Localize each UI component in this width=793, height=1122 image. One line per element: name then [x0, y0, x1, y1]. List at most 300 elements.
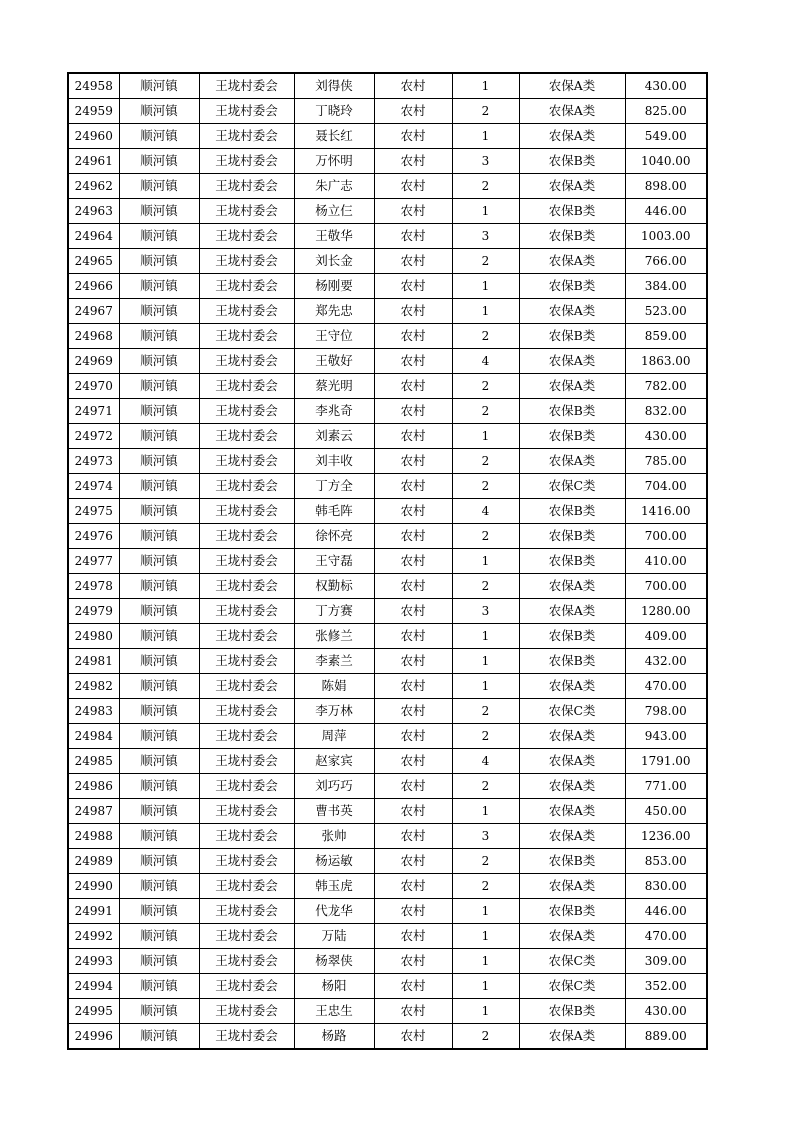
- town-cell: 顺河镇: [119, 424, 199, 449]
- serial-number-cell: 24982: [68, 674, 119, 699]
- village-committee-cell: 王垅村委会: [199, 549, 294, 574]
- name-cell: 张修兰: [294, 624, 374, 649]
- village-committee-cell: 王垅村委会: [199, 174, 294, 199]
- household-type-cell: 农村: [374, 224, 452, 249]
- serial-number-cell: 24964: [68, 224, 119, 249]
- amount-cell: 309.00: [625, 949, 707, 974]
- table-row: [68, 674, 707, 699]
- village-committee-cell: 王垅村委会: [199, 149, 294, 174]
- table-row: [68, 724, 707, 749]
- serial-number-cell: 24995: [68, 999, 119, 1024]
- family-size-cell: 2: [452, 874, 519, 899]
- household-type-cell: 农村: [374, 174, 452, 199]
- name-cell: 周萍: [294, 724, 374, 749]
- amount-cell: 943.00: [625, 724, 707, 749]
- family-size-cell: 2: [452, 249, 519, 274]
- family-size-cell: 2: [452, 449, 519, 474]
- town-cell: 顺河镇: [119, 149, 199, 174]
- village-committee-cell: 王垅村委会: [199, 624, 294, 649]
- table-row: [68, 599, 707, 624]
- village-committee-cell: 王垅村委会: [199, 374, 294, 399]
- family-size-cell: 1: [452, 199, 519, 224]
- village-committee-cell: 王垅村委会: [199, 999, 294, 1024]
- records-table: [67, 72, 708, 1050]
- family-size-cell: 3: [452, 599, 519, 624]
- town-cell: 顺河镇: [119, 124, 199, 149]
- insurance-category-cell: 农保A类: [519, 824, 625, 849]
- insurance-category-cell: 农保A类: [519, 174, 625, 199]
- family-size-cell: 1: [452, 73, 519, 99]
- household-type-cell: 农村: [374, 99, 452, 124]
- household-type-cell: 农村: [374, 999, 452, 1024]
- village-committee-cell: 王垅村委会: [199, 73, 294, 99]
- insurance-category-cell: 农保A类: [519, 299, 625, 324]
- family-size-cell: 1: [452, 649, 519, 674]
- family-size-cell: 2: [452, 399, 519, 424]
- amount-cell: 704.00: [625, 474, 707, 499]
- amount-cell: 700.00: [625, 574, 707, 599]
- family-size-cell: 2: [452, 374, 519, 399]
- household-type-cell: 农村: [374, 649, 452, 674]
- family-size-cell: 1: [452, 999, 519, 1024]
- village-committee-cell: 王垅村委会: [199, 474, 294, 499]
- village-committee-cell: 王垅村委会: [199, 349, 294, 374]
- name-cell: 王敬华: [294, 224, 374, 249]
- table-row: [68, 124, 707, 149]
- table-row: [68, 624, 707, 649]
- table-row: [68, 224, 707, 249]
- serial-number-cell: 24980: [68, 624, 119, 649]
- family-size-cell: 1: [452, 674, 519, 699]
- town-cell: 顺河镇: [119, 499, 199, 524]
- amount-cell: 825.00: [625, 99, 707, 124]
- table-row: [68, 499, 707, 524]
- name-cell: 刘素云: [294, 424, 374, 449]
- town-cell: 顺河镇: [119, 1024, 199, 1050]
- amount-cell: 384.00: [625, 274, 707, 299]
- insurance-category-cell: 农保B类: [519, 324, 625, 349]
- serial-number-cell: 24965: [68, 249, 119, 274]
- household-type-cell: 农村: [374, 599, 452, 624]
- name-cell: 杨阳: [294, 974, 374, 999]
- serial-number-cell: 24972: [68, 424, 119, 449]
- household-type-cell: 农村: [374, 349, 452, 374]
- table-row: [68, 474, 707, 499]
- serial-number-cell: 24990: [68, 874, 119, 899]
- household-type-cell: 农村: [374, 849, 452, 874]
- household-type-cell: 农村: [374, 499, 452, 524]
- town-cell: 顺河镇: [119, 73, 199, 99]
- town-cell: 顺河镇: [119, 299, 199, 324]
- insurance-category-cell: 农保B类: [519, 274, 625, 299]
- household-type-cell: 农村: [374, 324, 452, 349]
- town-cell: 顺河镇: [119, 749, 199, 774]
- serial-number-cell: 24988: [68, 824, 119, 849]
- serial-number-cell: 24989: [68, 849, 119, 874]
- insurance-category-cell: 农保A类: [519, 99, 625, 124]
- table-row: [68, 999, 707, 1024]
- family-size-cell: 2: [452, 699, 519, 724]
- insurance-category-cell: 农保B类: [519, 149, 625, 174]
- insurance-category-cell: 农保A类: [519, 799, 625, 824]
- table-row: [68, 73, 707, 99]
- table-row: [68, 99, 707, 124]
- name-cell: 刘丰收: [294, 449, 374, 474]
- serial-number-cell: 24986: [68, 774, 119, 799]
- insurance-category-cell: 农保A类: [519, 124, 625, 149]
- town-cell: 顺河镇: [119, 824, 199, 849]
- table-row: [68, 374, 707, 399]
- insurance-category-cell: 农保A类: [519, 574, 625, 599]
- amount-cell: 432.00: [625, 649, 707, 674]
- table-row: [68, 899, 707, 924]
- household-type-cell: 农村: [374, 974, 452, 999]
- name-cell: 郑先忠: [294, 299, 374, 324]
- insurance-category-cell: 农保B类: [519, 649, 625, 674]
- table-row: [68, 549, 707, 574]
- insurance-category-cell: 农保B类: [519, 199, 625, 224]
- village-committee-cell: 王垅村委会: [199, 524, 294, 549]
- amount-cell: 523.00: [625, 299, 707, 324]
- village-committee-cell: 王垅村委会: [199, 249, 294, 274]
- family-size-cell: 2: [452, 174, 519, 199]
- table-row: [68, 174, 707, 199]
- insurance-category-cell: 农保B类: [519, 499, 625, 524]
- amount-cell: 830.00: [625, 874, 707, 899]
- town-cell: 顺河镇: [119, 774, 199, 799]
- household-type-cell: 农村: [374, 524, 452, 549]
- insurance-category-cell: 农保A类: [519, 874, 625, 899]
- serial-number-cell: 24981: [68, 649, 119, 674]
- amount-cell: 470.00: [625, 924, 707, 949]
- table-row: [68, 399, 707, 424]
- serial-number-cell: 24969: [68, 349, 119, 374]
- table-row: [68, 299, 707, 324]
- name-cell: 蔡光明: [294, 374, 374, 399]
- name-cell: 杨立仨: [294, 199, 374, 224]
- insurance-category-cell: 农保A类: [519, 924, 625, 949]
- village-committee-cell: 王垅村委会: [199, 699, 294, 724]
- insurance-category-cell: 农保C类: [519, 974, 625, 999]
- name-cell: 徐怀亮: [294, 524, 374, 549]
- family-size-cell: 1: [452, 799, 519, 824]
- name-cell: 赵家宾: [294, 749, 374, 774]
- household-type-cell: 农村: [374, 199, 452, 224]
- serial-number-cell: 24992: [68, 924, 119, 949]
- household-type-cell: 农村: [374, 124, 452, 149]
- family-size-cell: 1: [452, 424, 519, 449]
- village-committee-cell: 王垅村委会: [199, 749, 294, 774]
- name-cell: 丁方全: [294, 474, 374, 499]
- amount-cell: 859.00: [625, 324, 707, 349]
- serial-number-cell: 24959: [68, 99, 119, 124]
- village-committee-cell: 王垅村委会: [199, 199, 294, 224]
- household-type-cell: 农村: [374, 799, 452, 824]
- town-cell: 顺河镇: [119, 899, 199, 924]
- household-type-cell: 农村: [374, 824, 452, 849]
- insurance-category-cell: 农保B类: [519, 399, 625, 424]
- family-size-cell: 3: [452, 824, 519, 849]
- table-row: [68, 824, 707, 849]
- amount-cell: 410.00: [625, 549, 707, 574]
- name-cell: 杨翠侠: [294, 949, 374, 974]
- table-row: [68, 649, 707, 674]
- town-cell: 顺河镇: [119, 474, 199, 499]
- village-committee-cell: 王垅村委会: [199, 599, 294, 624]
- village-committee-cell: 王垅村委会: [199, 424, 294, 449]
- records-body: [68, 73, 707, 1049]
- town-cell: 顺河镇: [119, 199, 199, 224]
- insurance-category-cell: 农保B类: [519, 624, 625, 649]
- family-size-cell: 1: [452, 624, 519, 649]
- serial-number-cell: 24961: [68, 149, 119, 174]
- village-committee-cell: 王垅村委会: [199, 974, 294, 999]
- family-size-cell: 4: [452, 749, 519, 774]
- household-type-cell: 农村: [374, 299, 452, 324]
- serial-number-cell: 24968: [68, 324, 119, 349]
- household-type-cell: 农村: [374, 749, 452, 774]
- family-size-cell: 1: [452, 549, 519, 574]
- town-cell: 顺河镇: [119, 549, 199, 574]
- table-row: [68, 249, 707, 274]
- table-row: [68, 349, 707, 374]
- table-row: [68, 924, 707, 949]
- table-row: [68, 524, 707, 549]
- insurance-category-cell: 农保A类: [519, 599, 625, 624]
- household-type-cell: 农村: [374, 724, 452, 749]
- village-committee-cell: 王垅村委会: [199, 99, 294, 124]
- name-cell: 万怀明: [294, 149, 374, 174]
- table-row: [68, 574, 707, 599]
- village-committee-cell: 王垅村委会: [199, 1024, 294, 1050]
- family-size-cell: 1: [452, 924, 519, 949]
- insurance-category-cell: 农保B类: [519, 524, 625, 549]
- household-type-cell: 农村: [374, 574, 452, 599]
- serial-number-cell: 24958: [68, 73, 119, 99]
- serial-number-cell: 24993: [68, 949, 119, 974]
- village-committee-cell: 王垅村委会: [199, 499, 294, 524]
- insurance-category-cell: 农保B类: [519, 424, 625, 449]
- amount-cell: 450.00: [625, 799, 707, 824]
- insurance-category-cell: 农保A类: [519, 249, 625, 274]
- village-committee-cell: 王垅村委会: [199, 849, 294, 874]
- name-cell: 曹书英: [294, 799, 374, 824]
- household-type-cell: 农村: [374, 699, 452, 724]
- town-cell: 顺河镇: [119, 249, 199, 274]
- amount-cell: 1280.00: [625, 599, 707, 624]
- table-row: [68, 799, 707, 824]
- family-size-cell: 2: [452, 99, 519, 124]
- town-cell: 顺河镇: [119, 624, 199, 649]
- amount-cell: 1040.00: [625, 149, 707, 174]
- serial-number-cell: 24976: [68, 524, 119, 549]
- town-cell: 顺河镇: [119, 399, 199, 424]
- amount-cell: 409.00: [625, 624, 707, 649]
- name-cell: 韩玉虎: [294, 874, 374, 899]
- town-cell: 顺河镇: [119, 349, 199, 374]
- town-cell: 顺河镇: [119, 274, 199, 299]
- village-committee-cell: 王垅村委会: [199, 724, 294, 749]
- amount-cell: 771.00: [625, 774, 707, 799]
- name-cell: 杨路: [294, 1024, 374, 1050]
- name-cell: 王敬好: [294, 349, 374, 374]
- village-committee-cell: 王垅村委会: [199, 299, 294, 324]
- town-cell: 顺河镇: [119, 799, 199, 824]
- serial-number-cell: 24979: [68, 599, 119, 624]
- table-row: [68, 449, 707, 474]
- table-row: [68, 149, 707, 174]
- village-committee-cell: 王垅村委会: [199, 924, 294, 949]
- serial-number-cell: 24973: [68, 449, 119, 474]
- serial-number-cell: 24975: [68, 499, 119, 524]
- amount-cell: 1863.00: [625, 349, 707, 374]
- serial-number-cell: 24978: [68, 574, 119, 599]
- amount-cell: 898.00: [625, 174, 707, 199]
- name-cell: 王忠生: [294, 999, 374, 1024]
- family-size-cell: 1: [452, 274, 519, 299]
- town-cell: 顺河镇: [119, 674, 199, 699]
- household-type-cell: 农村: [374, 624, 452, 649]
- household-type-cell: 农村: [374, 374, 452, 399]
- household-type-cell: 农村: [374, 274, 452, 299]
- village-committee-cell: 王垅村委会: [199, 124, 294, 149]
- household-type-cell: 农村: [374, 949, 452, 974]
- amount-cell: 549.00: [625, 124, 707, 149]
- name-cell: 丁方赛: [294, 599, 374, 624]
- name-cell: 代龙华: [294, 899, 374, 924]
- table-row: [68, 949, 707, 974]
- town-cell: 顺河镇: [119, 874, 199, 899]
- family-size-cell: 1: [452, 974, 519, 999]
- amount-cell: 430.00: [625, 73, 707, 99]
- name-cell: 聂长红: [294, 124, 374, 149]
- family-size-cell: 2: [452, 474, 519, 499]
- amount-cell: 766.00: [625, 249, 707, 274]
- insurance-category-cell: 农保C类: [519, 474, 625, 499]
- amount-cell: 782.00: [625, 374, 707, 399]
- name-cell: 陈娟: [294, 674, 374, 699]
- table-row: [68, 749, 707, 774]
- family-size-cell: 1: [452, 299, 519, 324]
- insurance-category-cell: 农保B类: [519, 224, 625, 249]
- amount-cell: 446.00: [625, 199, 707, 224]
- name-cell: 朱广志: [294, 174, 374, 199]
- town-cell: 顺河镇: [119, 324, 199, 349]
- insurance-category-cell: 农保B类: [519, 849, 625, 874]
- insurance-category-cell: 农保A类: [519, 774, 625, 799]
- town-cell: 顺河镇: [119, 599, 199, 624]
- insurance-category-cell: 农保C类: [519, 699, 625, 724]
- serial-number-cell: 24994: [68, 974, 119, 999]
- serial-number-cell: 24985: [68, 749, 119, 774]
- family-size-cell: 2: [452, 1024, 519, 1050]
- insurance-category-cell: 农保A类: [519, 449, 625, 474]
- insurance-category-cell: 农保A类: [519, 724, 625, 749]
- village-committee-cell: 王垅村委会: [199, 774, 294, 799]
- insurance-category-cell: 农保B类: [519, 999, 625, 1024]
- household-type-cell: 农村: [374, 249, 452, 274]
- amount-cell: 470.00: [625, 674, 707, 699]
- table-row: [68, 874, 707, 899]
- town-cell: 顺河镇: [119, 99, 199, 124]
- family-size-cell: 1: [452, 124, 519, 149]
- family-size-cell: 1: [452, 949, 519, 974]
- family-size-cell: 4: [452, 349, 519, 374]
- family-size-cell: 4: [452, 499, 519, 524]
- amount-cell: 1236.00: [625, 824, 707, 849]
- town-cell: 顺河镇: [119, 724, 199, 749]
- household-type-cell: 农村: [374, 424, 452, 449]
- household-type-cell: 农村: [374, 549, 452, 574]
- family-size-cell: 3: [452, 224, 519, 249]
- village-committee-cell: 王垅村委会: [199, 949, 294, 974]
- insurance-category-cell: 农保A类: [519, 749, 625, 774]
- village-committee-cell: 王垅村委会: [199, 649, 294, 674]
- name-cell: 权勤标: [294, 574, 374, 599]
- amount-cell: 853.00: [625, 849, 707, 874]
- amount-cell: 785.00: [625, 449, 707, 474]
- family-size-cell: 2: [452, 724, 519, 749]
- insurance-category-cell: 农保A类: [519, 374, 625, 399]
- table-row: [68, 274, 707, 299]
- household-type-cell: 农村: [374, 1024, 452, 1050]
- amount-cell: 798.00: [625, 699, 707, 724]
- serial-number-cell: 24977: [68, 549, 119, 574]
- household-type-cell: 农村: [374, 474, 452, 499]
- name-cell: 刘巧巧: [294, 774, 374, 799]
- serial-number-cell: 24963: [68, 199, 119, 224]
- name-cell: 王守位: [294, 324, 374, 349]
- village-committee-cell: 王垅村委会: [199, 674, 294, 699]
- household-type-cell: 农村: [374, 674, 452, 699]
- name-cell: 刘得侠: [294, 73, 374, 99]
- table-row: [68, 324, 707, 349]
- name-cell: 李万林: [294, 699, 374, 724]
- household-type-cell: 农村: [374, 874, 452, 899]
- serial-number-cell: 24967: [68, 299, 119, 324]
- amount-cell: 446.00: [625, 899, 707, 924]
- amount-cell: 352.00: [625, 974, 707, 999]
- serial-number-cell: 24970: [68, 374, 119, 399]
- household-type-cell: 农村: [374, 449, 452, 474]
- table-row: [68, 849, 707, 874]
- family-size-cell: 2: [452, 324, 519, 349]
- family-size-cell: 2: [452, 849, 519, 874]
- serial-number-cell: 24987: [68, 799, 119, 824]
- insurance-category-cell: 农保C类: [519, 949, 625, 974]
- town-cell: 顺河镇: [119, 924, 199, 949]
- town-cell: 顺河镇: [119, 699, 199, 724]
- household-type-cell: 农村: [374, 149, 452, 174]
- village-committee-cell: 王垅村委会: [199, 274, 294, 299]
- insurance-category-cell: 农保A类: [519, 349, 625, 374]
- table-row: [68, 424, 707, 449]
- name-cell: 王守磊: [294, 549, 374, 574]
- village-committee-cell: 王垅村委会: [199, 874, 294, 899]
- family-size-cell: 2: [452, 774, 519, 799]
- household-type-cell: 农村: [374, 73, 452, 99]
- name-cell: 丁晓玲: [294, 99, 374, 124]
- town-cell: 顺河镇: [119, 849, 199, 874]
- town-cell: 顺河镇: [119, 574, 199, 599]
- family-size-cell: 1: [452, 899, 519, 924]
- family-size-cell: 2: [452, 574, 519, 599]
- name-cell: 万陆: [294, 924, 374, 949]
- table-row: [68, 974, 707, 999]
- amount-cell: 430.00: [625, 999, 707, 1024]
- town-cell: 顺河镇: [119, 449, 199, 474]
- village-committee-cell: 王垅村委会: [199, 799, 294, 824]
